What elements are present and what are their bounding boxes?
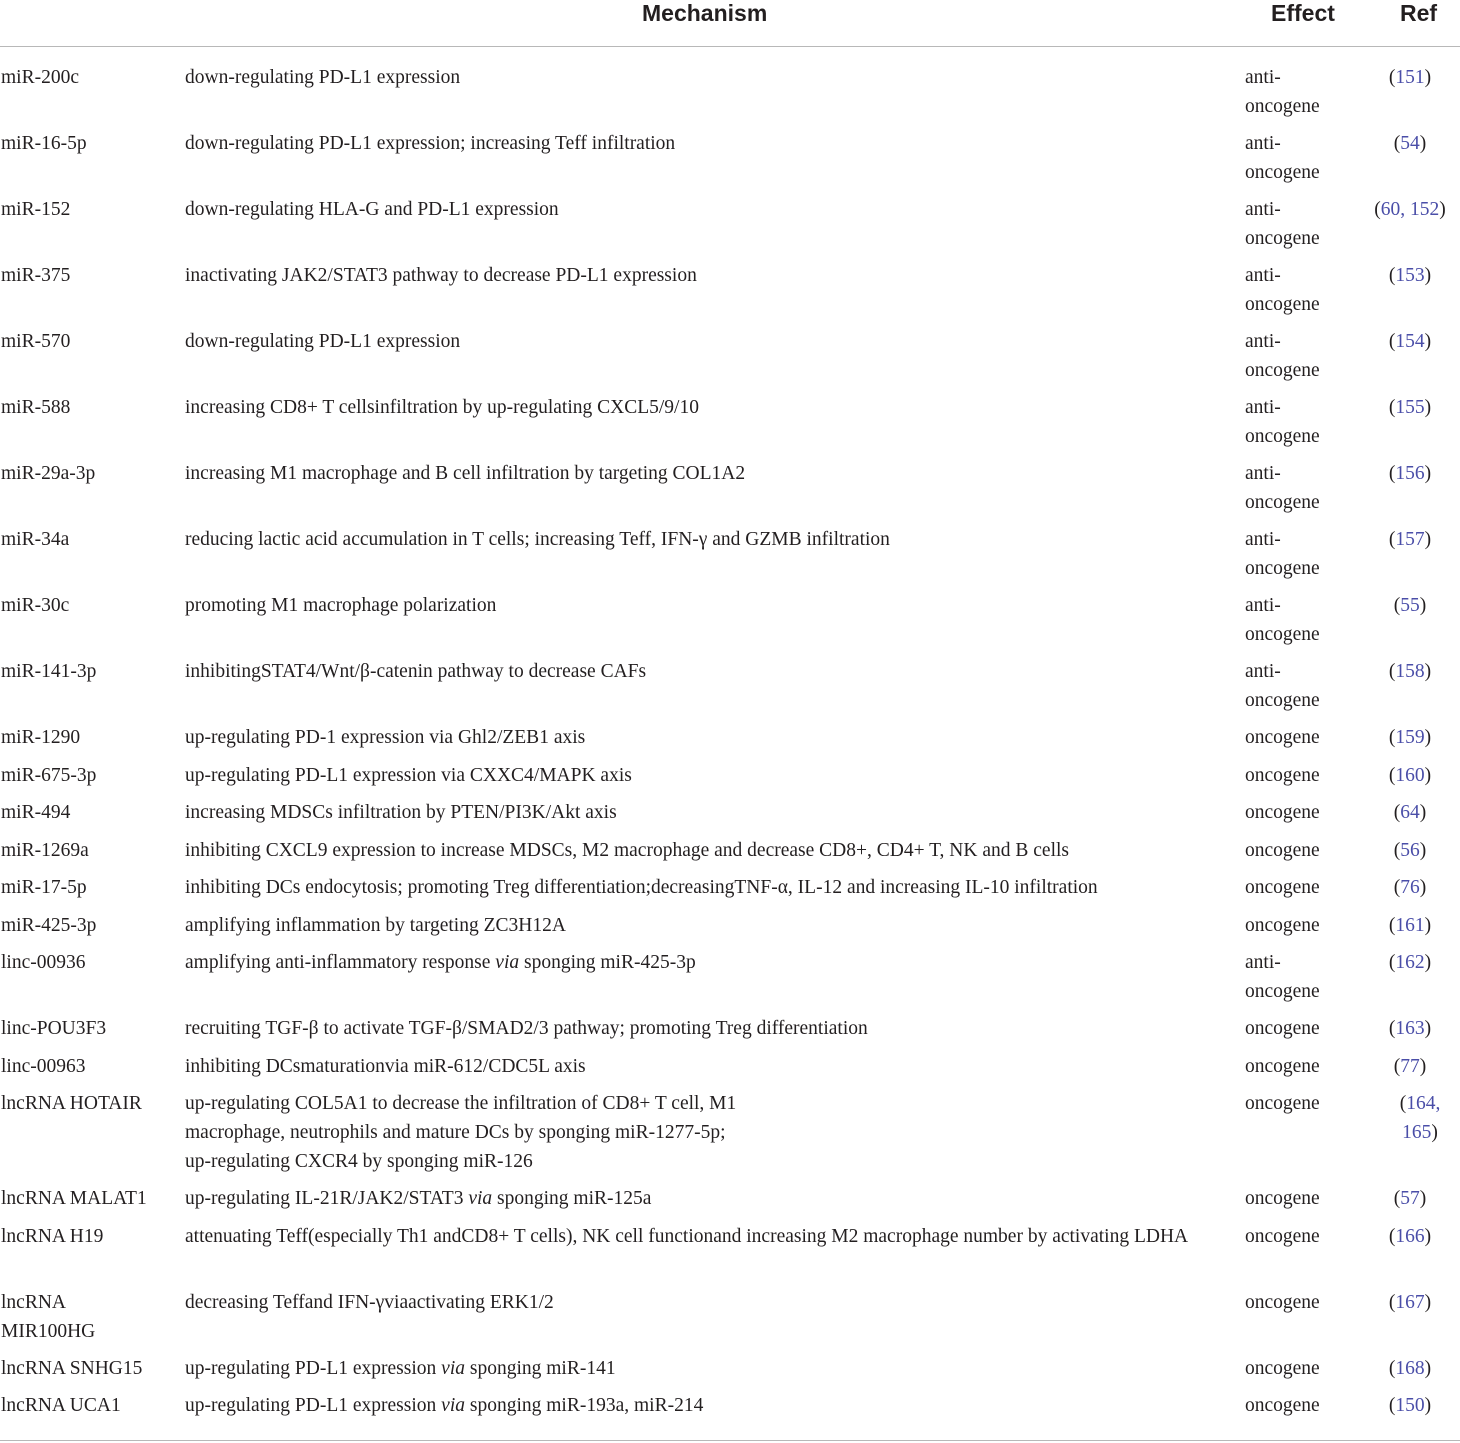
table-row xyxy=(0,443,1460,513)
ref-link[interactable]: 159 xyxy=(1395,727,1425,748)
molecule-name: miR-1269a xyxy=(1,839,89,861)
effect-cell: oncogene xyxy=(1245,1055,1320,1077)
ref-cell: (64) xyxy=(1393,802,1427,823)
ref-link[interactable]: 156 xyxy=(1395,463,1425,484)
mechanism-cell: reducing lactic acid accumulation in T cells; increasing Teff, IFN-γ and GZMB infiltration xyxy=(185,529,890,550)
table-row xyxy=(0,509,1460,579)
effect-cell: anti-oncogene xyxy=(1245,67,1320,117)
effect-cell: anti-oncogene xyxy=(1245,463,1320,513)
table-row xyxy=(0,1375,1460,1416)
mechanism-cell: up-regulating PD-L1 expression via CXXC4/MAPK axis xyxy=(185,764,632,786)
table-row xyxy=(0,1206,1460,1272)
mechanism-cell: attenuating Teff(especially Th1 andCD8+ T cells), NK cell functionand increasing M2 macrophage number by activating LDHA xyxy=(185,1225,1189,1247)
effect-cell: oncogene xyxy=(1245,1018,1320,1039)
table-row xyxy=(0,782,1460,823)
ref-cell: (150) xyxy=(1388,1395,1432,1416)
mechanism-cell: down-regulating PD-L1 expression xyxy=(185,331,461,352)
molecule-name: lncRNA UCA1 xyxy=(1,1395,121,1416)
table-row xyxy=(0,377,1460,447)
table-row xyxy=(0,1272,1460,1342)
column-header-mechanism: Mechanism xyxy=(642,0,768,26)
table-row xyxy=(0,113,1460,183)
mechanism-cell: decreasing Teffand IFN-γviaactivating ERK1/2 xyxy=(185,1291,554,1313)
ref-cell: (163) xyxy=(1388,1018,1432,1039)
mechanism-cell: inhibiting CXCL9 expression to increase MDSCs, M2 macrophage and decrease CD8+, CD4+ T, NK and B cells xyxy=(185,839,1069,861)
molecule-name: lncRNA H19 xyxy=(1,1225,104,1247)
table-row xyxy=(0,820,1460,861)
ref-link[interactable]: 77 xyxy=(1400,1055,1420,1077)
ref-cell: (160) xyxy=(1388,764,1432,786)
molecule-name: miR-494 xyxy=(1,802,71,823)
table-row xyxy=(0,641,1460,711)
ref-cell: (156) xyxy=(1388,463,1432,484)
column-header-effect: Effect xyxy=(1271,0,1335,26)
table-row xyxy=(0,47,1460,117)
ref-link[interactable]: 76 xyxy=(1400,877,1420,898)
effect-cell: oncogene xyxy=(1245,877,1320,898)
ref-cell: (56) xyxy=(1393,839,1427,861)
molecule-name: lncRNA MALAT1 xyxy=(1,1188,147,1209)
ref-link[interactable]: 56 xyxy=(1400,839,1420,861)
ref-cell: (168) xyxy=(1388,1357,1432,1379)
ref-link[interactable]: 164, 165 xyxy=(1402,1093,1441,1143)
effect-cell: oncogene xyxy=(1245,839,1320,861)
mechanism-cell: inhibiting DCsmaturationvia miR-612/CDC5L axis xyxy=(185,1055,586,1077)
table-row xyxy=(0,895,1460,936)
mechanism-cell: amplifying anti-inflammatory response via sponging miR-425-3p xyxy=(185,952,696,973)
table-row xyxy=(0,1338,1460,1379)
ref-cell: (60, 152) xyxy=(1374,199,1446,220)
mechanism-cell: recruiting TGF-β to activate TGF-β/SMAD2/3 pathway; promoting Treg differentiation xyxy=(185,1018,868,1039)
molecule-name: lncRNA MIR100HG xyxy=(1,1291,96,1342)
table-bottom-rule xyxy=(0,1440,1460,1441)
molecule-name: linc-POU3F3 xyxy=(1,1018,107,1039)
mechanism-cell: inhibitingSTAT4/Wnt/β-catenin pathway to decrease CAFs xyxy=(185,661,647,682)
ref-link[interactable]: 162 xyxy=(1395,952,1425,973)
effect-cell: anti-oncogene xyxy=(1245,661,1320,711)
ref-cell: (166) xyxy=(1388,1225,1432,1247)
mechanism-cell: up-regulating IL-21R/JAK2/STAT3 via sponging miR-125a xyxy=(185,1188,652,1209)
molecule-name: miR-1290 xyxy=(1,727,81,748)
effect-cell: oncogene xyxy=(1245,1188,1320,1209)
effect-cell: anti-oncogene xyxy=(1245,952,1320,1002)
mechanism-cell: increasing CD8+ T cellsinfiltration by up-regulating CXCL5/9/10 xyxy=(185,397,699,418)
column-header-ref: Ref xyxy=(1400,0,1438,26)
mechanism-cell: down-regulating PD-L1 expression xyxy=(185,67,461,88)
ref-link[interactable]: 161 xyxy=(1395,914,1425,936)
table-row xyxy=(0,707,1460,748)
ref-cell: (157) xyxy=(1388,529,1432,550)
effect-cell: oncogene xyxy=(1245,1225,1320,1247)
effect-cell: anti-oncogene xyxy=(1245,595,1320,645)
ref-cell: (155) xyxy=(1388,397,1432,418)
ref-cell: (77) xyxy=(1393,1055,1427,1077)
ref-link[interactable]: 155 xyxy=(1395,397,1425,418)
molecule-name: miR-152 xyxy=(1,199,71,220)
molecule-name: miR-425-3p xyxy=(1,914,97,936)
molecule-name: miR-17-5p xyxy=(1,877,87,898)
molecule-name: lncRNA SNHG15 xyxy=(1,1357,143,1379)
effect-cell: oncogene xyxy=(1245,1395,1320,1416)
mechanism-cell: down-regulating HLA-G and PD-L1 expression xyxy=(185,199,559,220)
ref-link[interactable]: 60, 152 xyxy=(1380,199,1440,220)
table-row xyxy=(0,1036,1460,1077)
table-row xyxy=(0,932,1460,1002)
effect-cell: anti-oncogene xyxy=(1245,397,1320,447)
ref-link[interactable]: 57 xyxy=(1400,1188,1420,1209)
effect-cell: anti-oncogene xyxy=(1245,529,1320,579)
effect-cell: oncogene xyxy=(1245,764,1320,786)
mechanism-cell: increasing MDSCs infiltration by PTEN/PI3K/Akt axis xyxy=(185,802,617,823)
ref-link[interactable]: 154 xyxy=(1395,331,1425,352)
molecule-name: linc-00963 xyxy=(1,1055,86,1077)
molecule-name: miR-141-3p xyxy=(1,661,97,682)
mechanism-cell: up-regulating PD-L1 expression via sponging miR-141 xyxy=(185,1357,616,1379)
ref-link[interactable]: 157 xyxy=(1395,529,1425,550)
molecule-name: miR-16-5p xyxy=(1,133,87,154)
molecule-name: miR-570 xyxy=(1,331,71,352)
mechanism-cell: down-regulating PD-L1 expression; increasing Teff infiltration xyxy=(185,133,676,154)
mechanism-cell: inactivating JAK2/STAT3 pathway to decrease PD-L1 expression xyxy=(185,265,697,286)
molecule-name: miR-675-3p xyxy=(1,764,97,786)
table-header xyxy=(0,0,1460,47)
table-row xyxy=(0,1073,1460,1172)
ref-link[interactable]: 160 xyxy=(1395,764,1425,786)
effect-cell: oncogene xyxy=(1245,1357,1320,1379)
table-row xyxy=(0,179,1460,249)
table-row xyxy=(0,998,1460,1039)
table-row xyxy=(0,1168,1460,1209)
ref-link[interactable]: 166 xyxy=(1395,1225,1425,1247)
table-row xyxy=(0,575,1460,645)
mechanism-cell: up-regulating COL5A1 to decrease the infiltration of CD8+ T cell, M1 macrophage, neutrophils and mature DCs by sponging miR-1277-5p; up-regulating CXCR4 by sponging miR-126 xyxy=(185,1093,737,1172)
ref-cell: (161) xyxy=(1388,914,1432,936)
effect-cell: anti-oncogene xyxy=(1245,199,1320,249)
molecule-name: lncRNA HOTAIR xyxy=(1,1093,142,1114)
ref-link[interactable]: 64 xyxy=(1400,802,1420,823)
table-body xyxy=(0,47,1460,1416)
effect-cell: oncogene xyxy=(1245,1291,1320,1313)
molecule-name: miR-29a-3p xyxy=(1,463,96,484)
ref-link[interactable]: 150 xyxy=(1395,1395,1425,1416)
ref-cell: (55) xyxy=(1393,595,1427,616)
ref-cell: (57) xyxy=(1393,1188,1427,1209)
ref-link[interactable]: 168 xyxy=(1395,1357,1425,1379)
ref-link[interactable]: 167 xyxy=(1395,1291,1425,1313)
mechanism-cell: inhibiting DCs endocytosis; promoting Treg differentiation;decreasingTNF-α, IL-12 and increasing IL-10 infiltration xyxy=(185,877,1098,898)
table-row xyxy=(0,857,1460,898)
effect-cell: anti-oncogene xyxy=(1245,133,1320,183)
ref-cell: (159) xyxy=(1388,727,1432,748)
molecule-name: miR-30c xyxy=(1,595,70,616)
effect-cell: anti-oncogene xyxy=(1245,331,1320,381)
table-row xyxy=(0,245,1460,315)
mechanism-cell: amplifying inflammation by targeting ZC3H12A xyxy=(185,914,566,936)
ref-link[interactable]: 151 xyxy=(1395,67,1425,88)
molecule-name: linc-00936 xyxy=(1,952,86,973)
ref-cell: (158) xyxy=(1388,661,1432,682)
ref-link[interactable]: 163 xyxy=(1395,1018,1425,1039)
ref-cell: (76) xyxy=(1393,877,1427,898)
ref-cell: (54) xyxy=(1393,133,1427,154)
ref-cell: (164, 165) xyxy=(1399,1093,1441,1143)
effect-cell: oncogene xyxy=(1245,1093,1320,1114)
mechanism-cell: up-regulating PD-1 expression via Ghl2/ZEB1 axis xyxy=(185,727,586,748)
ref-link[interactable]: 55 xyxy=(1400,595,1420,616)
effect-cell: oncogene xyxy=(1245,802,1320,823)
ref-link[interactable]: 153 xyxy=(1395,265,1425,286)
table-row xyxy=(0,745,1460,786)
mechanism-cell: increasing M1 macrophage and B cell infiltration by targeting COL1A2 xyxy=(185,463,746,484)
ref-cell: (162) xyxy=(1388,952,1432,973)
molecule-name: miR-588 xyxy=(1,397,71,418)
ref-cell: (153) xyxy=(1388,265,1432,286)
molecule-name: miR-34a xyxy=(1,529,70,550)
ref-cell: (151) xyxy=(1388,67,1432,88)
ref-link[interactable]: 158 xyxy=(1395,661,1425,682)
effect-cell: anti-oncogene xyxy=(1245,265,1320,315)
mechanism-cell: up-regulating PD-L1 expression via sponging miR-193a, miR-214 xyxy=(185,1395,704,1416)
mechanism-cell: promoting M1 macrophage polarization xyxy=(185,595,497,616)
effect-cell: oncogene xyxy=(1245,727,1320,748)
effect-cell: oncogene xyxy=(1245,914,1320,936)
ref-link[interactable]: 54 xyxy=(1400,133,1420,154)
table-row xyxy=(0,311,1460,381)
ref-cell: (154) xyxy=(1388,331,1432,352)
molecule-name: miR-200c xyxy=(1,67,79,88)
ref-cell: (167) xyxy=(1388,1291,1432,1313)
molecule-name: miR-375 xyxy=(1,265,71,286)
